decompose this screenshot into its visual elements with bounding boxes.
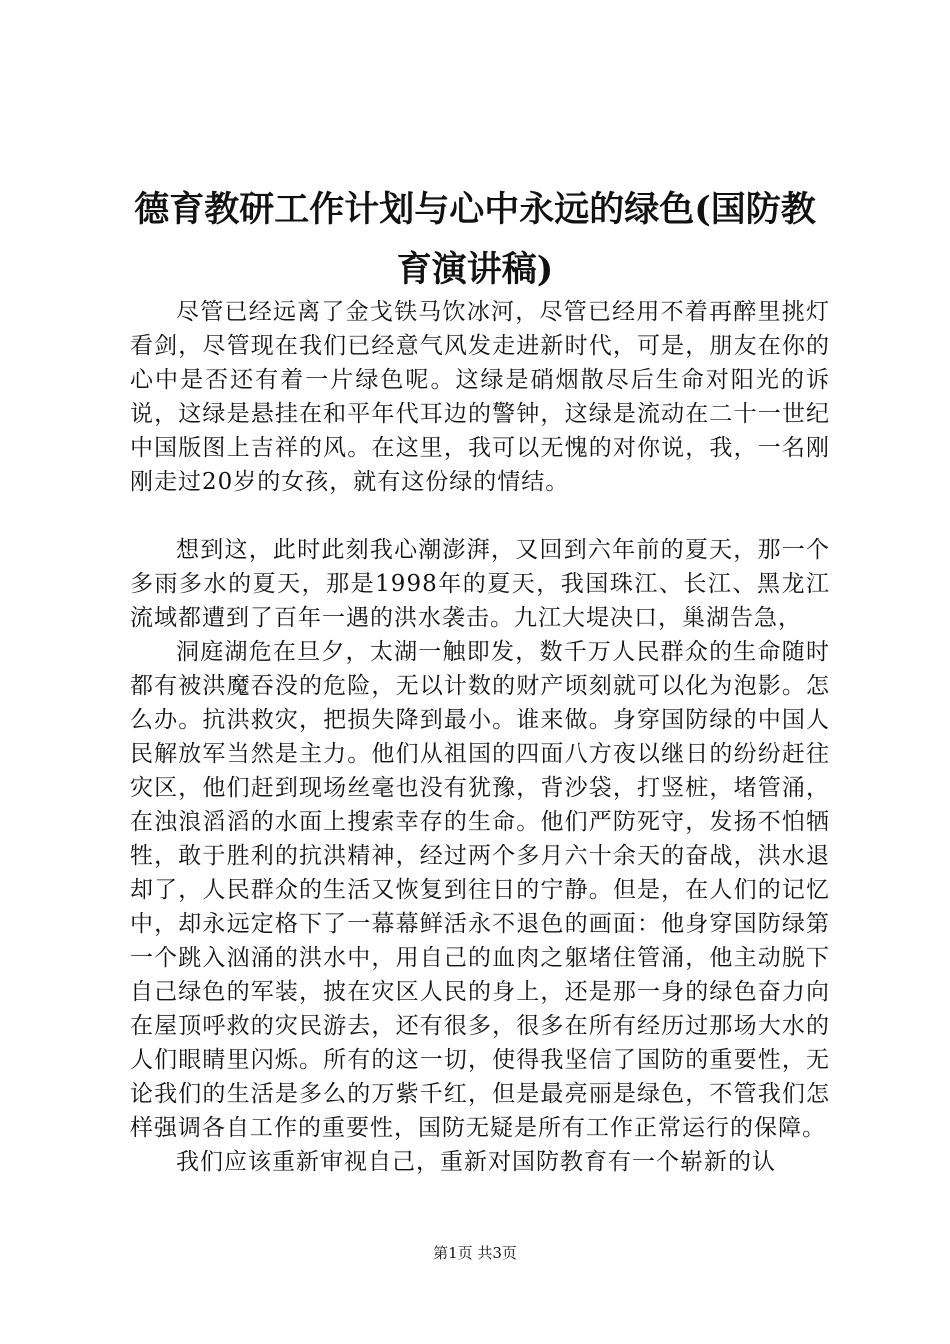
document-title: 德育教研工作计划与心中永远的绿色(国防教育演讲稿) [134, 189, 816, 290]
page-number-footer: 第1页 共3页 [433, 1244, 517, 1262]
document-body [130, 295, 830, 1179]
paragraph-4: 我们应该重新审视自己，重新对国防教育有一个崭新的认 [176, 1149, 776, 1175]
paragraph-1: 尽管已经远离了金戈铁马饮冰河，尽管已经用不着再醉里挑灯看剑，尽管现在我们已经意气风发走进新时代，可是，朋友在你的心中是否还有着一片绿色呢。这绿是硝烟散尽后生命对阳光的诉说，这绿是悬挂在和平年代耳边的警钟，这绿是流动在二十一世纪中国版图上吉祥的风。在这里，我可以无愧的对你说，我，一名刚刚走过20岁的女孩，就有这份绿的情结。 [130, 299, 830, 495]
paragraph-3: 洞庭湖危在旦夕，太湖一触即发，数千万人民群众的生命随时都有被洪魔吞没的危险，无以计数的财产顷刻就可以化为泡影。怎么办。抗洪救灾，把损失降到最小。谁来做。身穿国防绿的中国人民解放军当然是主力。他们从祖国的四面八方夜以继日的纷纷赶往灾区，他们赶到现场丝毫也没有犹豫，背沙袋，打竖桩，堵管涌，在浊浪滔滔的水面上搜索幸存的生命。他们严防死守，发扬不怕牺牲，敢于胜利的抗洪精神，经过两个多月六十余天的奋战，洪水退却了，人民群众的生活又恢复到往日的宁静。但是，在人们的记忆中，却永远定格下了一幕幕鲜活永不退色的画面：他身穿国防绿第一个跳入汹涌的洪水中，用自己的血肉之躯堵住管涌，他主动脱下自己绿色的军装，披在灾区人民的身上，还是那一身的绿色奋力向在屋顶呼救的灾民游去，还有很多，很多在所有经历过那场大水的人们眼睛里闪烁。所有的这一切，使得我坚信了国防的重要性，无论我们的生活是多么的万紫千红，但是最亮丽是绿色，不管我们怎样强调各自工作的重要性，国防无疑是所有工作正常运行的保障。 [130, 639, 830, 1141]
paragraph-2: 想到这，此时此刻我心潮澎湃，又回到六年前的夏天，那一个多雨多水的夏天，那是1998年的夏天，我国珠江、长江、黑龙江流域都遭到了百年一遇的洪水袭击。九江大堤决口，巢湖告急， [130, 537, 830, 631]
paragraph-gap [130, 499, 830, 533]
